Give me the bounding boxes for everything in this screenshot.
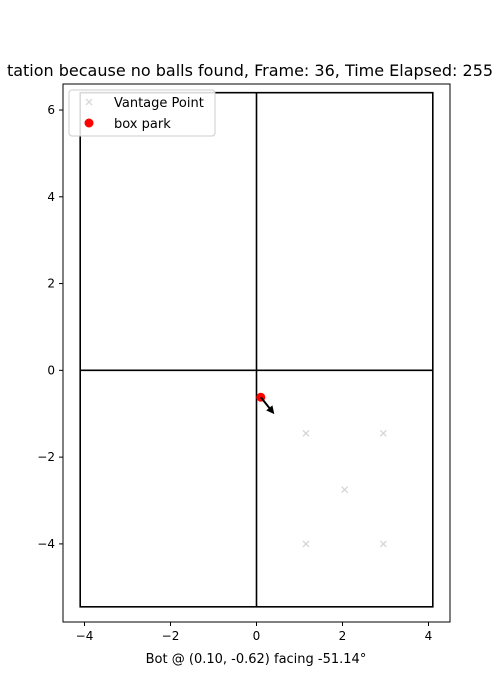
legend-box-park-label: box park bbox=[114, 117, 171, 132]
y-tick-label: −4 bbox=[37, 536, 55, 551]
y-tick-label: 2 bbox=[47, 276, 55, 291]
y-tick-label: 6 bbox=[47, 103, 55, 118]
y-tick-label: 0 bbox=[47, 363, 55, 378]
x-tick-label: 0 bbox=[252, 629, 261, 643]
legend bbox=[69, 90, 215, 136]
y-tick-label: −2 bbox=[37, 450, 55, 465]
x-tick-label: 2 bbox=[338, 629, 347, 643]
x-tick-label: −2 bbox=[161, 629, 180, 643]
x-tick-label: 4 bbox=[424, 629, 433, 643]
y-tick-label: 4 bbox=[47, 189, 55, 204]
legend-vantage-point-label: Vantage Point bbox=[114, 96, 204, 111]
legend-box-park-dot-icon bbox=[85, 119, 94, 128]
x-axis-label: Bot @ (0.10, -0.62) facing -51.14° bbox=[145, 652, 367, 667]
chart-title: tation because no balls found, Frame: 36, Time Elapsed: 255 bbox=[6, 61, 494, 80]
x-tick-label: −4 bbox=[75, 629, 94, 643]
